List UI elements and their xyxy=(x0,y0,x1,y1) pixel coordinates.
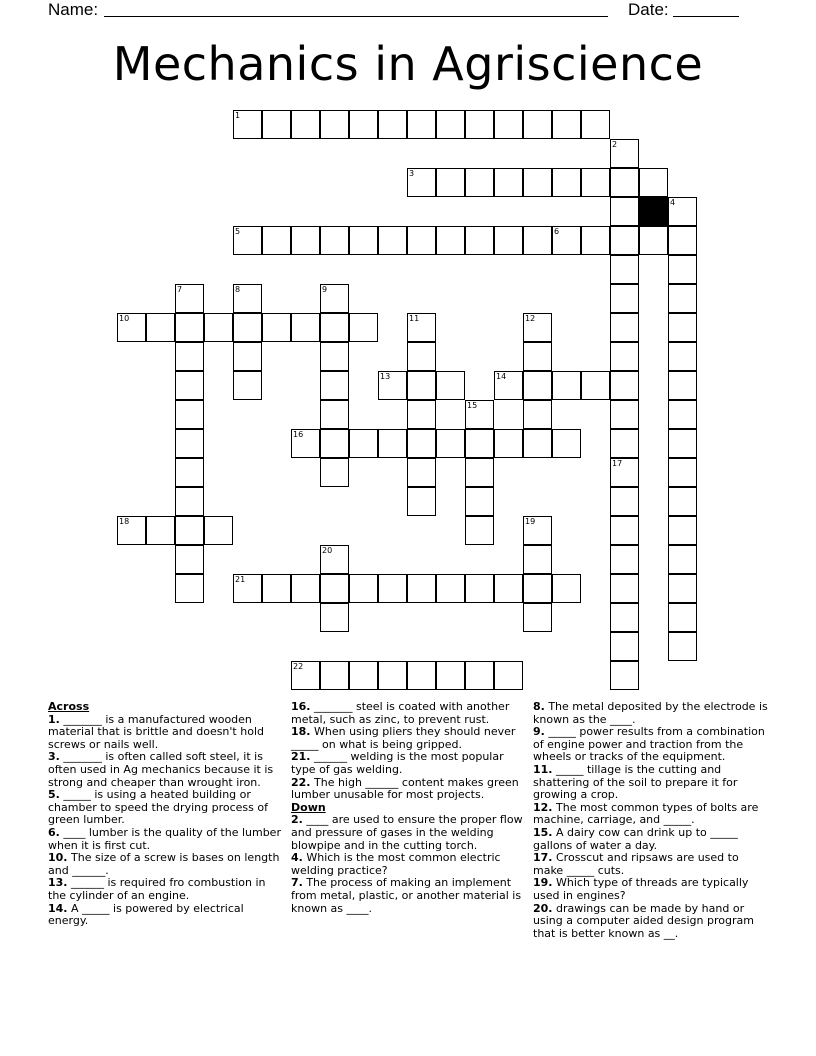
grid-cell[interactable] xyxy=(639,226,668,255)
clue-item-text: _____ power results from a combination of engine power and traction from the wheels or tracks of the equipment. xyxy=(533,725,765,764)
grid-cell[interactable] xyxy=(581,110,610,139)
grid-cell[interactable] xyxy=(552,429,581,458)
grid-cell[interactable] xyxy=(349,110,378,139)
grid-cell[interactable] xyxy=(668,516,697,545)
grid-cell[interactable] xyxy=(668,429,697,458)
clue-item-number: 6. xyxy=(48,825,60,839)
grid-cell[interactable] xyxy=(378,574,407,603)
grid-cell[interactable] xyxy=(581,371,610,400)
grid-cell[interactable] xyxy=(349,226,378,255)
grid-cell[interactable] xyxy=(146,516,175,545)
grid-cell[interactable] xyxy=(204,516,233,545)
grid-cell[interactable] xyxy=(407,661,436,690)
clue-item-text: _______ steel is coated with another metal, such as zinc, to prevent rust. xyxy=(291,700,510,726)
clue-item-text: The size of a screw is bases on length and ______. xyxy=(48,851,280,877)
clue-item xyxy=(533,726,769,764)
grid-cell[interactable] xyxy=(610,516,639,545)
clue-item-text: The most common types of bolts are machine, carriage, and _____. xyxy=(533,800,759,827)
clue-item-number: 8. xyxy=(533,700,545,713)
grid-cell[interactable] xyxy=(465,168,494,197)
clue-item-number: 3. xyxy=(48,750,60,764)
clue-item-text: ______ welding is the most popular type of gas welding. xyxy=(291,750,504,776)
grid-cell[interactable] xyxy=(523,371,552,400)
clue-number: 7 xyxy=(177,285,183,294)
grid-cell[interactable] xyxy=(291,110,320,139)
grid-cell[interactable] xyxy=(465,429,494,458)
grid-cell[interactable] xyxy=(407,371,436,400)
clue-item xyxy=(48,877,284,902)
grid-cell[interactable] xyxy=(552,574,581,603)
clue-item xyxy=(291,814,527,852)
clue-item-number: 15. xyxy=(533,825,553,839)
grid-cell[interactable] xyxy=(610,487,639,516)
grid-cell[interactable] xyxy=(320,284,349,313)
grid-cell[interactable] xyxy=(175,574,204,603)
clue-item-number: 2. xyxy=(291,813,303,827)
clue-item-text: _______ is a manufactured wooden material that is brittle and doesn't hold screws or nails well. xyxy=(48,712,264,751)
clue-item xyxy=(533,764,769,802)
grid-cell[interactable] xyxy=(668,226,697,255)
grid-cell[interactable] xyxy=(436,110,465,139)
grid-cell[interactable] xyxy=(175,516,204,545)
grid-cell[interactable] xyxy=(291,429,320,458)
grid-cell[interactable] xyxy=(552,371,581,400)
grid-cell[interactable] xyxy=(465,516,494,545)
clue-item-number: 5. xyxy=(48,788,60,802)
grid-cell[interactable] xyxy=(320,574,349,603)
name-label: Name: xyxy=(48,0,99,19)
grid-cell[interactable] xyxy=(610,197,639,226)
clue-item xyxy=(48,751,284,789)
grid-cell[interactable] xyxy=(233,342,262,371)
clue-item-number: 1. xyxy=(48,712,60,726)
grid-cell[interactable] xyxy=(204,313,233,342)
grid-cell[interactable] xyxy=(610,545,639,574)
clue-item-text: ____ are used to ensure the proper flow and pressure of gases in the welding blowpipe and in the cutting torch. xyxy=(291,813,523,852)
grid-cell[interactable] xyxy=(639,168,668,197)
clue-item-number: 20. xyxy=(533,901,553,915)
grid-cell[interactable] xyxy=(349,313,378,342)
grid-cell[interactable] xyxy=(320,226,349,255)
grid-cell[interactable] xyxy=(175,371,204,400)
clue-item xyxy=(291,777,527,802)
clue-item-number: 21. xyxy=(291,750,311,764)
grid-cell[interactable] xyxy=(175,313,204,342)
grid-cell[interactable] xyxy=(523,400,552,429)
grid-cell[interactable] xyxy=(320,603,349,632)
grid-cell[interactable] xyxy=(175,284,204,313)
grid-cell[interactable] xyxy=(465,458,494,487)
clue-item-text: ____ lumber is the quality of the lumber when it is first cut. xyxy=(48,825,281,852)
clue-item-text: The metal deposited by the electrode is known as the ____. xyxy=(533,700,768,726)
grid-cell[interactable] xyxy=(436,168,465,197)
clue-item-number: 12. xyxy=(533,800,553,814)
clue-item xyxy=(291,877,527,915)
grid-cell[interactable] xyxy=(610,458,639,487)
clue-item xyxy=(48,714,284,752)
clue-item-number: 7. xyxy=(291,876,303,890)
clue-item-number: 18. xyxy=(291,725,311,739)
clue-item-number: 14. xyxy=(48,901,68,915)
grid-cell[interactable] xyxy=(494,661,523,690)
grid-cell[interactable] xyxy=(378,371,407,400)
clue-item-text: drawings can be made by hand or using a computer aided design program that is better known as __. xyxy=(533,901,754,940)
grid-cell[interactable] xyxy=(291,226,320,255)
grid-cell[interactable] xyxy=(233,313,262,342)
grid-cell[interactable] xyxy=(407,487,436,516)
clue-item-number: 22. xyxy=(291,775,311,789)
grid-cell[interactable] xyxy=(668,371,697,400)
grid-cell[interactable] xyxy=(378,226,407,255)
clue-number: 14 xyxy=(496,372,507,381)
grid-blocked-cell xyxy=(639,197,668,226)
grid-cell[interactable] xyxy=(668,313,697,342)
clue-item-number: 16. xyxy=(291,700,311,713)
grid-cell[interactable] xyxy=(378,661,407,690)
grid-cell[interactable] xyxy=(291,574,320,603)
clue-number: 4 xyxy=(670,198,676,207)
clue-number: 12 xyxy=(525,314,536,323)
grid-cell[interactable] xyxy=(668,545,697,574)
grid-cell[interactable] xyxy=(581,226,610,255)
grid-cell[interactable] xyxy=(523,342,552,371)
grid-cell[interactable] xyxy=(320,545,349,574)
grid-cell[interactable] xyxy=(407,574,436,603)
grid-cell[interactable] xyxy=(610,168,639,197)
grid-cell[interactable] xyxy=(523,574,552,603)
grid-cell[interactable] xyxy=(581,168,610,197)
clue-item-text: Which is the most common electric welding practice? xyxy=(291,851,501,877)
clue-number: 21 xyxy=(235,575,246,584)
grid-cell[interactable] xyxy=(175,545,204,574)
grid-cell[interactable] xyxy=(610,429,639,458)
grid-cell[interactable] xyxy=(494,371,523,400)
grid-cell[interactable] xyxy=(233,226,262,255)
clue-number: 17 xyxy=(612,459,623,468)
clue-item-text: _____ tillage is the cutting and shattering of the soil to prepare it for growing a crop. xyxy=(533,762,738,802)
grid-cell[interactable] xyxy=(523,429,552,458)
grid-cell[interactable] xyxy=(494,226,523,255)
grid-cell[interactable] xyxy=(523,545,552,574)
clue-item xyxy=(533,701,769,726)
grid-cell[interactable] xyxy=(610,313,639,342)
clue-number: 5 xyxy=(235,227,241,236)
clue-item xyxy=(48,903,284,928)
grid-cell[interactable] xyxy=(262,574,291,603)
grid-cell[interactable] xyxy=(552,110,581,139)
down-heading: Down xyxy=(291,800,326,814)
grid-cell[interactable] xyxy=(494,168,523,197)
grid-cell[interactable] xyxy=(146,313,175,342)
grid-cell[interactable] xyxy=(465,110,494,139)
clue-number: 9 xyxy=(322,285,328,294)
clue-number: 1 xyxy=(235,111,241,120)
grid-cell[interactable] xyxy=(465,574,494,603)
grid-cell[interactable] xyxy=(407,458,436,487)
clue-item-text: Which type of threads are typically used in engines? xyxy=(533,876,749,902)
clue-number: 10 xyxy=(119,314,130,323)
grid-cell[interactable] xyxy=(175,400,204,429)
grid-cell[interactable] xyxy=(349,661,378,690)
grid-cell[interactable] xyxy=(407,168,436,197)
grid-cell[interactable] xyxy=(349,429,378,458)
grid-cell[interactable] xyxy=(407,400,436,429)
grid-cell[interactable] xyxy=(465,661,494,690)
clue-item-text: The process of making an implement from metal, plastic, or another material is known as ____. xyxy=(291,876,522,915)
grid-cell[interactable] xyxy=(610,400,639,429)
grid-cell[interactable] xyxy=(610,574,639,603)
grid-cell[interactable] xyxy=(407,342,436,371)
clue-number: 3 xyxy=(409,169,415,178)
clue-item xyxy=(291,852,527,877)
clue-number: 13 xyxy=(380,372,391,381)
clue-item xyxy=(533,827,769,852)
clue-item-number: 13. xyxy=(48,876,68,890)
clue-item xyxy=(291,701,527,726)
grid-cell[interactable] xyxy=(610,603,639,632)
grid-cell[interactable] xyxy=(320,429,349,458)
grid-cell[interactable] xyxy=(320,110,349,139)
grid-cell[interactable] xyxy=(668,603,697,632)
grid-cell[interactable] xyxy=(494,429,523,458)
clue-item-number: 17. xyxy=(533,851,553,865)
grid-cell[interactable] xyxy=(610,226,639,255)
grid-cell[interactable] xyxy=(291,661,320,690)
grid-cell[interactable] xyxy=(610,255,639,284)
clues-column-2 xyxy=(291,701,527,915)
grid-cell[interactable] xyxy=(494,574,523,603)
grid-cell[interactable] xyxy=(175,487,204,516)
date-label: Date: xyxy=(628,0,669,19)
grid-cell[interactable] xyxy=(291,313,320,342)
clue-item-number: 10. xyxy=(48,851,68,865)
clue-item-text: A _____ is powered by electrical energy. xyxy=(48,901,244,928)
grid-cell[interactable] xyxy=(262,226,291,255)
grid-cell[interactable] xyxy=(117,516,146,545)
grid-cell[interactable] xyxy=(668,197,697,226)
clue-item xyxy=(533,852,769,877)
grid-cell[interactable] xyxy=(320,342,349,371)
clue-item-text: Crosscut and ripsaws are used to make _____ cuts. xyxy=(533,851,739,877)
grid-cell[interactable] xyxy=(610,632,639,661)
grid-cell[interactable] xyxy=(668,458,697,487)
grid-cell[interactable] xyxy=(320,458,349,487)
grid-cell[interactable] xyxy=(320,371,349,400)
grid-cell[interactable] xyxy=(233,371,262,400)
clue-number: 15 xyxy=(467,401,478,410)
grid-cell[interactable] xyxy=(610,371,639,400)
grid-cell[interactable] xyxy=(552,226,581,255)
grid-cell[interactable] xyxy=(465,400,494,429)
grid-cell[interactable] xyxy=(436,429,465,458)
grid-cell[interactable] xyxy=(175,458,204,487)
clue-item xyxy=(291,726,527,751)
grid-cell[interactable] xyxy=(523,226,552,255)
grid-cell[interactable] xyxy=(668,487,697,516)
grid-cell[interactable] xyxy=(668,632,697,661)
grid-cell[interactable] xyxy=(407,226,436,255)
clue-number: 22 xyxy=(293,662,304,671)
grid-cell[interactable] xyxy=(610,661,639,690)
clue-item-text: The high ______ content makes green lumber unusable for most projects. xyxy=(291,775,519,802)
clue-item-number: 19. xyxy=(533,876,553,890)
clue-item xyxy=(533,877,769,902)
grid-cell[interactable] xyxy=(523,110,552,139)
grid-cell[interactable] xyxy=(668,342,697,371)
grid-cell[interactable] xyxy=(523,313,552,342)
grid-cell[interactable] xyxy=(407,313,436,342)
grid-cell[interactable] xyxy=(668,400,697,429)
across-heading: Across xyxy=(48,700,90,713)
grid-cell[interactable] xyxy=(320,661,349,690)
grid-cell[interactable] xyxy=(610,139,639,168)
grid-cell[interactable] xyxy=(407,110,436,139)
grid-cell[interactable] xyxy=(320,400,349,429)
grid-cell[interactable] xyxy=(668,574,697,603)
clue-number: 19 xyxy=(525,517,536,526)
clue-item xyxy=(533,903,769,941)
grid-cell[interactable] xyxy=(378,110,407,139)
grid-cell[interactable] xyxy=(436,371,465,400)
grid-cell[interactable] xyxy=(610,284,639,313)
clues-column-1 xyxy=(48,701,284,928)
grid-cell[interactable] xyxy=(465,226,494,255)
grid-cell[interactable] xyxy=(465,487,494,516)
grid-cell[interactable] xyxy=(378,429,407,458)
clue-item xyxy=(48,852,284,877)
grid-cell[interactable] xyxy=(233,574,262,603)
grid-cell[interactable] xyxy=(175,342,204,371)
page-title: Mechanics in Agriscience xyxy=(112,37,704,91)
clue-number: 20 xyxy=(322,546,333,555)
clue-item-text: ______ is required fro combustion in the cylinder of an engine. xyxy=(48,876,266,902)
clue-item-text: When using pliers they should never _____ on what is being gripped. xyxy=(291,725,516,751)
grid-cell[interactable] xyxy=(436,226,465,255)
grid-cell[interactable] xyxy=(233,110,262,139)
clue-item xyxy=(533,802,769,827)
grid-cell[interactable] xyxy=(436,661,465,690)
grid-cell[interactable] xyxy=(668,284,697,313)
clue-number: 2 xyxy=(612,140,618,149)
grid-cell[interactable] xyxy=(523,168,552,197)
clue-item xyxy=(48,789,284,827)
clue-number: 18 xyxy=(119,517,130,526)
clue-item-number: 4. xyxy=(291,851,303,865)
clue-item xyxy=(48,827,284,852)
clue-number: 8 xyxy=(235,285,241,294)
grid-cell[interactable] xyxy=(262,313,291,342)
clues-column-3 xyxy=(533,701,769,940)
grid-cell[interactable] xyxy=(523,603,552,632)
grid-cell[interactable] xyxy=(320,313,349,342)
clue-item-number: 11. xyxy=(533,762,553,776)
grid-cell[interactable] xyxy=(117,313,146,342)
grid-cell[interactable] xyxy=(233,284,262,313)
clue-item-text: A dairy cow can drink up to _____ gallons of water a day. xyxy=(533,825,738,852)
clue-number: 16 xyxy=(293,430,304,439)
clue-item xyxy=(291,751,527,776)
clue-item-text: _______ is often called soft steel, it is often used in Ag mechanics because it is strong and cheaper than wrought iron. xyxy=(48,750,274,789)
grid-cell[interactable] xyxy=(494,110,523,139)
clue-number: 11 xyxy=(409,314,420,323)
grid-cell[interactable] xyxy=(436,574,465,603)
clue-number: 6 xyxy=(554,227,560,236)
grid-cell[interactable] xyxy=(407,429,436,458)
grid-cell[interactable] xyxy=(523,516,552,545)
grid-cell[interactable] xyxy=(668,255,697,284)
grid-cell[interactable] xyxy=(552,168,581,197)
grid-cell[interactable] xyxy=(175,429,204,458)
grid-cell[interactable] xyxy=(262,110,291,139)
clue-item-number: 9. xyxy=(533,725,545,739)
grid-cell[interactable] xyxy=(349,574,378,603)
clue-item-text: _____ is using a heated building or chamber to speed the drying process of green lumber. xyxy=(48,788,268,827)
grid-cell[interactable] xyxy=(610,342,639,371)
